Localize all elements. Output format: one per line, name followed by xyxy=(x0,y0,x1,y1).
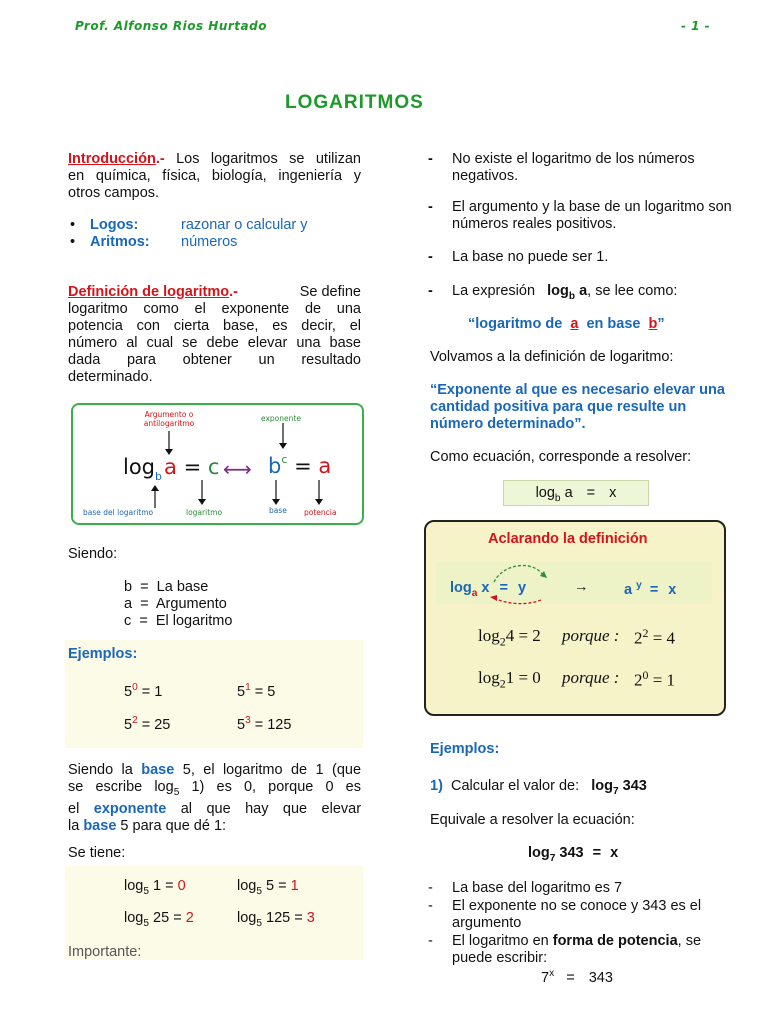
como-ecuacion-text: Como ecuación, corresponde a resolver: xyxy=(430,449,692,465)
log-word: log xyxy=(123,455,156,479)
definition-sep: .- xyxy=(229,284,238,300)
para-text: se escribe log xyxy=(68,779,174,795)
example-sub: 7 xyxy=(612,785,619,797)
header-author: Prof. Alfonso Rios Hurtado xyxy=(75,19,267,33)
log-example xyxy=(237,910,315,932)
clar-pow-base: a xyxy=(624,581,633,598)
equation-log7 xyxy=(528,845,618,867)
power-result-letter: a xyxy=(318,454,332,478)
ex-pow-exp: 0 xyxy=(642,668,649,682)
clar-pow-rest: = x xyxy=(649,581,677,598)
se-tiene-label: Se tiene: xyxy=(68,845,126,861)
var-symbol: b xyxy=(124,579,133,595)
log-arg: 5 = xyxy=(266,878,287,894)
reading-text: en base xyxy=(586,316,641,332)
argument-label-line: antilogaritmo xyxy=(143,419,195,428)
power-exp: 0 xyxy=(132,682,138,693)
log-arg: 125 = xyxy=(266,910,303,926)
power-value: = 125 xyxy=(254,716,292,733)
arrow-base2-head xyxy=(272,499,280,505)
siendo-label: Siendo: xyxy=(68,546,118,562)
ex-log: log xyxy=(478,626,500,645)
para-text: 1) es 0, porque 0 es xyxy=(191,779,361,795)
power-example xyxy=(124,712,170,734)
base-of-log-label: base del logaritmo xyxy=(83,508,154,517)
expr-log: log xyxy=(547,283,569,299)
final-exp: x xyxy=(549,968,555,979)
eq-log: log xyxy=(535,485,555,501)
log-c-letter: c xyxy=(207,455,220,479)
exponent-label: exponente xyxy=(261,414,301,423)
step-text: , se puede escribir: xyxy=(452,933,702,966)
power-base-letter: b xyxy=(268,454,282,478)
bullet-term: Aritmos: xyxy=(90,234,150,250)
log-value: 2 xyxy=(185,910,194,926)
intro-label: Introducción xyxy=(68,151,156,167)
dash: - xyxy=(428,283,433,299)
clar-rest: x = y xyxy=(481,580,527,596)
example-1 xyxy=(430,778,647,800)
log-pre: log xyxy=(237,878,257,894)
power-equals: = xyxy=(294,454,312,478)
example-pow-2-2 xyxy=(634,626,675,649)
definition-label: Definición de logaritmo xyxy=(68,284,230,300)
step-item xyxy=(452,933,722,967)
definition-quote: “Exponente al que es necesario elevar una cantidad positiva para que resulte un número determinado”. xyxy=(430,382,725,432)
rule-item: La base no puede ser 1. xyxy=(452,249,609,265)
final-rest: = 343 xyxy=(566,969,613,986)
log-value: 0 xyxy=(177,878,186,894)
volvamos-text: Volvamos a la definición de logaritmo: xyxy=(430,349,674,365)
example-arg: 343 xyxy=(622,778,647,794)
var-eq: = xyxy=(140,596,149,612)
ex-pow-base: 2 xyxy=(634,628,643,648)
reading-line xyxy=(468,316,665,333)
power-value: = 5 xyxy=(254,683,276,700)
log-value: 3 xyxy=(306,910,315,926)
equivalence-arrow: ⟷ xyxy=(223,457,252,481)
variable-def-row xyxy=(124,579,232,596)
intro-paragraph xyxy=(68,151,361,202)
logarithm-diagram xyxy=(71,403,364,525)
log-argument-letter: a xyxy=(164,455,177,479)
dash: - xyxy=(428,898,433,914)
equation-box xyxy=(503,480,649,506)
log-sub: 5 xyxy=(143,917,149,929)
expr-sub: b xyxy=(568,290,576,302)
reading-base: b xyxy=(648,316,658,332)
power-example xyxy=(237,679,275,701)
log-arg: 1 = xyxy=(153,878,174,894)
eq2-rest: 343 = x xyxy=(559,845,619,861)
para-base-word: base xyxy=(141,762,175,778)
rule-item: El argumento y la base de un logaritmo son números reales positivos. xyxy=(452,199,732,232)
reading-text: ” xyxy=(657,316,665,332)
bullet-meaning: razonar o calcular y xyxy=(181,217,308,233)
ex-sub: 2 xyxy=(499,634,506,649)
clarification-arrow: → xyxy=(574,579,589,595)
expression-rule xyxy=(452,283,752,305)
base-label: base xyxy=(269,506,287,515)
definition-line: logaritmo como el exponente de una xyxy=(68,301,361,317)
log-expression xyxy=(123,455,220,483)
ex-pow-base: 2 xyxy=(634,670,643,690)
power-base: 5 xyxy=(124,683,133,700)
expr-arg: a xyxy=(579,283,588,299)
var-symbol: a xyxy=(124,596,133,612)
dash: - xyxy=(428,933,433,949)
power-exp: 2 xyxy=(132,715,138,726)
log-example xyxy=(237,878,299,900)
dash: - xyxy=(428,151,433,167)
logarithm-label: logaritmo xyxy=(186,508,223,517)
para-sub: 5 xyxy=(173,786,180,798)
para-text: la xyxy=(68,817,80,834)
variable-def-row xyxy=(124,596,232,613)
definition-line: potencia con cierta base, es decir, el xyxy=(68,318,361,334)
curved-arrow-green-head xyxy=(540,571,547,578)
page-title: LOGARITMOS xyxy=(285,92,424,113)
power-example xyxy=(237,712,291,734)
dash: - xyxy=(428,880,433,896)
power-example xyxy=(124,679,162,701)
definition-line: determinado. xyxy=(68,369,153,385)
page-number: - 1 - xyxy=(681,19,711,33)
power-value: = 25 xyxy=(141,716,171,733)
expr-text: La expresión xyxy=(452,283,536,299)
clar-log: log xyxy=(450,580,472,596)
bullet-term: Logos: xyxy=(90,217,139,233)
clar-sub: a xyxy=(471,587,478,599)
eq-rest: a = x xyxy=(564,485,617,501)
final-power xyxy=(541,965,613,987)
para-exponent-word: exponente xyxy=(93,800,167,817)
log-value: 1 xyxy=(290,878,299,894)
log-arg: 25 = xyxy=(153,910,182,926)
clarification-title: Aclarando la definición xyxy=(488,531,648,547)
example-text: Calcular el valor de: xyxy=(450,778,580,794)
bullet-item xyxy=(68,234,361,251)
var-symbol: c xyxy=(124,613,132,629)
ex-pow-exp: 2 xyxy=(642,626,649,640)
bullet-dot: • xyxy=(70,217,76,233)
importante-label: Importante: xyxy=(68,944,142,960)
eq2-sub: 7 xyxy=(549,852,556,864)
clarification-box xyxy=(424,520,726,716)
definition-paragraph xyxy=(68,284,361,386)
power-value: = 1 xyxy=(141,683,163,700)
intro-text-3: otros campos. xyxy=(68,185,160,201)
power-exponent-letter: c xyxy=(281,453,288,466)
bullet-dot: • xyxy=(70,234,76,250)
rule-item: No existe el logaritmo de los números negativos. xyxy=(452,151,695,184)
examples-label: Ejemplos: xyxy=(68,646,138,662)
explanation-paragraph xyxy=(68,762,361,835)
eq2-log: log xyxy=(528,845,550,861)
var-eq: = xyxy=(140,579,149,595)
power-base: 5 xyxy=(237,716,246,733)
expr-text: , se lee como: xyxy=(587,283,678,299)
potencia-label: potencia xyxy=(304,508,337,517)
power-base: 5 xyxy=(124,716,133,733)
dash: - xyxy=(428,249,433,265)
log-sub: 5 xyxy=(143,885,149,897)
log-example xyxy=(124,878,186,900)
example-log2-1 xyxy=(478,668,541,691)
reading-arg: a xyxy=(570,316,579,332)
step-item: El exponente no se conoce y 343 es el argumento xyxy=(452,898,702,931)
arrow-potencia-head xyxy=(315,499,323,505)
log-equals: = xyxy=(183,455,202,479)
step-bold: forma de potencia xyxy=(552,933,678,949)
var-desc: La base xyxy=(156,579,209,595)
log-example xyxy=(124,910,194,932)
example-log2-4 xyxy=(478,626,541,649)
intro-text-2: en química, física, biología, ingeniería y xyxy=(68,168,361,184)
power-base: 5 xyxy=(237,683,246,700)
porque-label: porque : xyxy=(562,668,620,687)
porque-label: porque : xyxy=(562,626,620,645)
equivale-text: Equivale a resolver la ecuación: xyxy=(430,812,635,828)
bullet-item xyxy=(68,217,361,234)
dash: - xyxy=(428,199,433,215)
arrow-base-head xyxy=(151,485,159,491)
ex-pow-rest: = 4 xyxy=(652,628,676,648)
argument-label-line: Argumento o xyxy=(144,410,194,419)
log-sub: 5 xyxy=(256,885,262,897)
definition-line: dada para obtener un resultado xyxy=(68,352,361,368)
clar-pow-exp: y xyxy=(636,580,642,591)
power-expression xyxy=(268,454,331,478)
etymology-list xyxy=(68,217,361,251)
log-pre: log xyxy=(124,910,144,926)
final-base: 7 xyxy=(541,969,550,986)
eq-sub: b xyxy=(554,492,561,504)
power-exp: 1 xyxy=(245,682,251,693)
example-log: log xyxy=(591,778,613,794)
ex-log: log xyxy=(478,668,500,687)
ex-pow-rest: = 1 xyxy=(652,670,676,690)
para-text: al que hay que elevar xyxy=(180,800,362,817)
para-base-word: base xyxy=(83,817,117,834)
clarification-log xyxy=(450,580,526,599)
arrow-down-exponent-head xyxy=(279,443,287,449)
definition-line: Se define xyxy=(299,284,361,300)
para-text: 5 para que dé 1: xyxy=(120,817,227,834)
var-desc: Argumento xyxy=(155,596,227,612)
para-text: 5, el logaritmo de 1 (que xyxy=(182,762,362,778)
log-base-letter: b xyxy=(155,470,162,483)
variable-def-row xyxy=(124,613,232,630)
arrow-log-head xyxy=(198,499,206,505)
variable-definitions xyxy=(124,579,232,630)
var-desc: El logaritmo xyxy=(155,613,233,629)
intro-text-1: Los logaritmos se utilizan xyxy=(176,151,361,167)
definition-line: número al cual se debe elevar una base xyxy=(68,335,361,351)
para-text: Siendo la xyxy=(68,762,133,778)
example-pow-2-0 xyxy=(634,668,675,691)
log-pre: log xyxy=(237,910,257,926)
var-eq: = xyxy=(139,613,148,629)
ex-rest: 1 = 0 xyxy=(505,668,541,687)
log-pre: log xyxy=(124,878,144,894)
step-item: La base del logaritmo es 7 xyxy=(452,880,623,896)
example-number: 1) xyxy=(430,778,443,794)
para-text: el xyxy=(68,800,80,817)
step-text: El logaritmo en xyxy=(452,933,549,949)
right-examples-label: Ejemplos: xyxy=(430,741,500,757)
power-exp: 3 xyxy=(245,715,251,726)
log-sub: 5 xyxy=(256,917,262,929)
ex-sub: 2 xyxy=(499,676,506,691)
clarification-power xyxy=(624,580,676,598)
ex-rest: 4 = 2 xyxy=(505,626,541,645)
intro-sep: .- xyxy=(155,151,165,167)
reading-text: “logaritmo de xyxy=(468,316,563,332)
bullet-meaning: números xyxy=(181,234,238,250)
